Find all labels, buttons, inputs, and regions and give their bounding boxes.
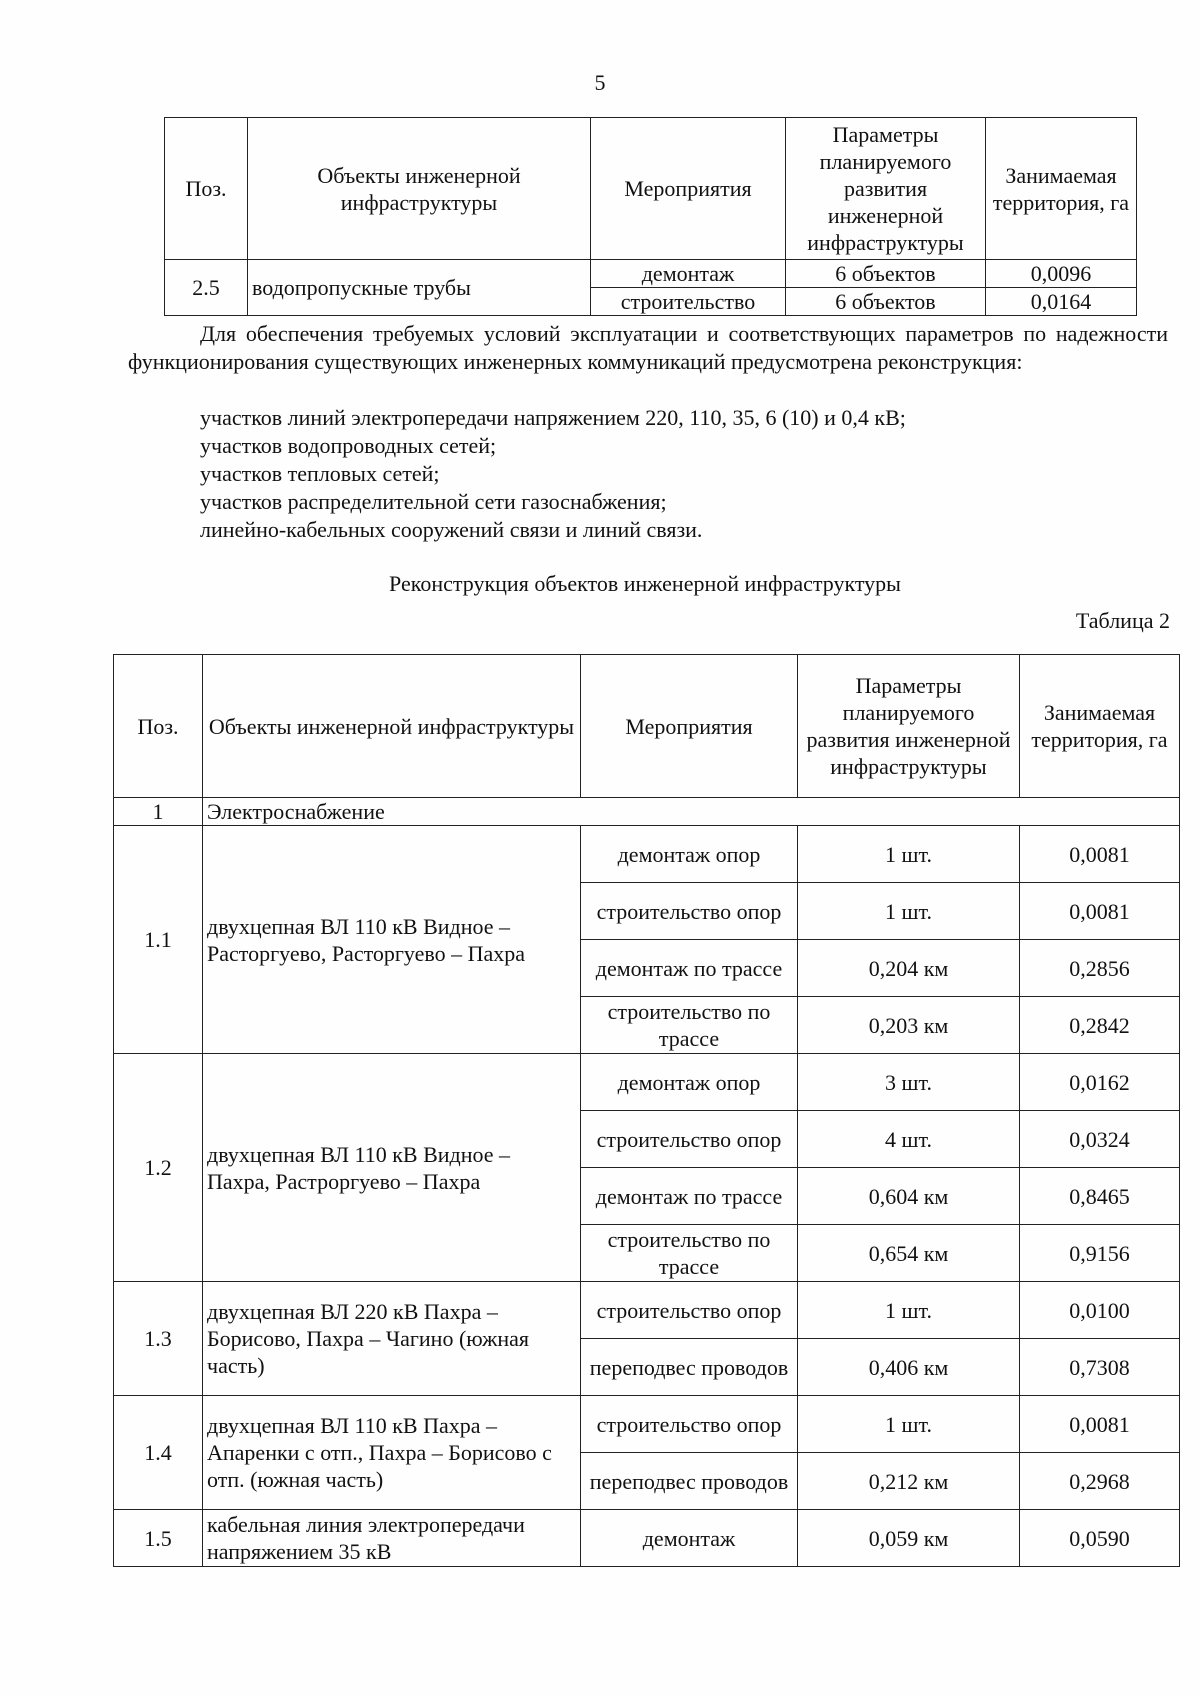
- group-object: двухцепная ВЛ 220 кВ Пахра – Борисово, Пахра – Чагино (южная часть): [203, 1282, 581, 1396]
- cell-area: 0,0164: [986, 288, 1137, 316]
- group-object: двухцепная ВЛ 110 кВ Видное – Расторгуево, Расторгуево – Пахра: [203, 826, 581, 1054]
- cell-area: 0,0162: [1020, 1054, 1180, 1111]
- cell-area: 0,0081: [1020, 1396, 1180, 1453]
- cell-param: 1 шт.: [798, 1396, 1020, 1453]
- cell-measure: строительство: [591, 288, 786, 316]
- cell-param: 0,604 км: [798, 1168, 1020, 1225]
- header-measures: Мероприятия: [581, 655, 798, 798]
- group-pos: 1.1: [114, 826, 203, 1054]
- cell-param: 6 объектов: [786, 260, 986, 288]
- header-params: Параметры планируемого развития инженерной инфраструктуры: [798, 655, 1020, 798]
- section-label: Электроснабжение: [203, 798, 1180, 826]
- cell-measure: демонтаж: [581, 1510, 798, 1567]
- cell-measure: переподвес проводов: [581, 1339, 798, 1396]
- list-item: участков распределительной сети газоснабжения;: [200, 489, 667, 514]
- section-pos: 1: [114, 798, 203, 826]
- cell-param: 4 шт.: [798, 1111, 1020, 1168]
- header-params: Параметры планируемого развития инженерной инфраструктуры: [786, 118, 986, 260]
- cell-param: 1 шт.: [798, 883, 1020, 940]
- section-title: Реконструкция объектов инженерной инфраструктуры: [389, 571, 901, 596]
- list-item: участков тепловых сетей;: [200, 461, 440, 486]
- cell-area: 0,0081: [1020, 883, 1180, 940]
- group-pos: 1.4: [114, 1396, 203, 1510]
- cell-param: 0,203 км: [798, 997, 1020, 1054]
- group-object: двухцепная ВЛ 110 кВ Видное – Пахра, Растроргуево – Пахра: [203, 1054, 581, 1282]
- cell-area: 0,0096: [986, 260, 1137, 288]
- row-pos: 2.5: [165, 260, 248, 316]
- cell-area: 0,0100: [1020, 1282, 1180, 1339]
- cell-measure: строительство опор: [581, 1396, 798, 1453]
- table-2: [113, 654, 1180, 1567]
- cell-param: 0,654 км: [798, 1225, 1020, 1282]
- page-number: 5: [594, 70, 606, 95]
- cell-param: 6 объектов: [786, 288, 986, 316]
- cell-area: 0,0324: [1020, 1111, 1180, 1168]
- cell-param: 0,406 км: [798, 1339, 1020, 1396]
- cell-measure: переподвес проводов: [581, 1453, 798, 1510]
- cell-area: 0,7308: [1020, 1339, 1180, 1396]
- intro-paragraph: Для обеспечения требуемых условий эксплуатации и соответствующих параметров по надежности функционирования существующих инженерных коммуникаций предусмотрена реконструкция:: [128, 321, 1168, 374]
- list-item: участков линий электропередачи напряжением 220, 110, 35, 6 (10) и 0,4 кВ;: [200, 405, 906, 430]
- header-pos: Поз.: [165, 118, 248, 260]
- group-pos: 1.3: [114, 1282, 203, 1396]
- cell-area: 0,2968: [1020, 1453, 1180, 1510]
- header-territory: Занимаемая территория, га: [1020, 655, 1180, 798]
- list-item: участков водопроводных сетей;: [200, 433, 497, 458]
- cell-area: 0,2842: [1020, 997, 1180, 1054]
- group-pos: 1.5: [114, 1510, 203, 1567]
- row-object: водопропускные трубы: [248, 260, 591, 316]
- cell-measure: демонтаж по трассе: [581, 1168, 798, 1225]
- cell-measure: демонтаж опор: [581, 826, 798, 883]
- cell-area: 0,0590: [1020, 1510, 1180, 1567]
- cell-area: 0,0081: [1020, 826, 1180, 883]
- cell-param: 0,059 км: [798, 1510, 1020, 1567]
- header-measures: Мероприятия: [591, 118, 786, 260]
- header-objects: Объекты инженерной инфраструктуры: [248, 118, 591, 260]
- cell-param: 1 шт.: [798, 826, 1020, 883]
- header-pos: Поз.: [114, 655, 203, 798]
- table-label: Таблица 2: [1075, 608, 1170, 633]
- group-object: двухцепная ВЛ 110 кВ Пахра – Апаренки с отп., Пахра – Борисово с отп. (южная часть): [203, 1396, 581, 1510]
- cell-param: 1 шт.: [798, 1282, 1020, 1339]
- group-pos: 1.2: [114, 1054, 203, 1282]
- cell-measure: демонтаж по трассе: [581, 940, 798, 997]
- cell-param: 3 шт.: [798, 1054, 1020, 1111]
- cell-measure: демонтаж опор: [581, 1054, 798, 1111]
- cell-measure: строительство по трассе: [581, 1225, 798, 1282]
- table-1-continuation: [164, 117, 1137, 316]
- cell-area: 0,2856: [1020, 940, 1180, 997]
- cell-param: 0,212 км: [798, 1453, 1020, 1510]
- list-item: линейно-кабельных сооружений связи и линий связи.: [200, 517, 703, 542]
- group-object: кабельная линия электропередачи напряжением 35 кВ: [203, 1510, 581, 1567]
- header-territory: Занимаемая территория, га: [986, 118, 1137, 260]
- cell-param: 0,204 км: [798, 940, 1020, 997]
- cell-measure: строительство опор: [581, 1282, 798, 1339]
- cell-measure: строительство опор: [581, 883, 798, 940]
- cell-measure: строительство опор: [581, 1111, 798, 1168]
- header-objects: Объекты инженерной инфраструктуры: [203, 655, 581, 798]
- cell-area: 0,8465: [1020, 1168, 1180, 1225]
- cell-measure: строительство по трассе: [581, 997, 798, 1054]
- cell-area: 0,9156: [1020, 1225, 1180, 1282]
- cell-measure: демонтаж: [591, 260, 786, 288]
